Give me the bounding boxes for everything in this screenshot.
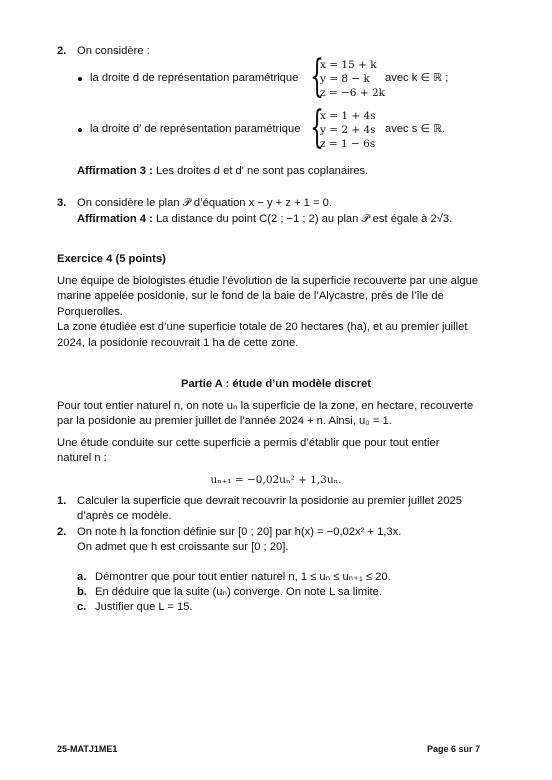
sub-question-letter: b.	[77, 586, 87, 598]
affirmation-4-text: La distance du point C(2 ; −1 ; 2) au plan 𝒫 est égale à 2√3.	[155, 213, 453, 225]
question-line: On note h la fonction définie sur [0 ; 20] par h(x) = −0,02x² + 1,3x.	[77, 526, 402, 538]
line-d-eq-x: x = 15 + k	[320, 59, 377, 71]
question-line: d’après ce modèle.	[77, 510, 172, 523]
affirmation-3-label: Affirmation 3 :	[77, 165, 153, 177]
part-a-title: Partie A : étude d’un modèle discret	[180, 378, 372, 390]
question-2-number: 2.	[57, 526, 67, 538]
affirmation-3-text: Les droites d et d′ ne sont pas coplanaires.	[155, 165, 369, 177]
paragraph-line: naturel n :	[57, 452, 107, 465]
question-2-text	[77, 525, 507, 556]
intro-line: Porquerolles.	[57, 305, 123, 318]
sub-question-text: En déduire que la suite (uₙ) converge. On note L sa limite.	[95, 586, 382, 598]
line-d-eq-z: z = −6 + 2k	[320, 87, 385, 99]
line-d-system	[320, 58, 385, 100]
part-a-paragraph-1	[57, 399, 507, 430]
footer-code: 25-MATJ1ME1	[57, 744, 118, 754]
exercise-4-title: Exercice 4 (5 points)	[57, 253, 166, 265]
paragraph-line: Une étude conduite sur cette superficie a permis d’établir que pour tout entier	[57, 437, 440, 449]
part-a-paragraph-2	[57, 436, 507, 467]
line-d-condition: avec k ∈ ℝ ;	[385, 72, 449, 84]
line-d-eq-y: y = 8 − k	[320, 73, 370, 85]
question-line: Calculer la superficie que devrait recouvrir la posidonie au premier juillet 2025	[77, 495, 462, 507]
affirmation-3	[77, 164, 368, 179]
intro-line: marine appelée posidonie, sur le fond de la baie de l’Alycastre, près de l’île de	[57, 290, 444, 303]
sub-question-letter: c.	[77, 601, 87, 613]
question-3-text: On considère le plan 𝒫 d’équation x − y + z + 1 = 0.	[77, 197, 332, 209]
affirmation-4	[77, 212, 452, 227]
brace-icon: {	[310, 51, 324, 102]
brace-icon: {	[310, 102, 324, 153]
paragraph-line: par la posidonie au premier juillet de l’année 2024 + n. Ainsi, u₀ = 1.	[57, 415, 392, 428]
exercise-4-intro	[57, 274, 507, 351]
bullet-icon	[78, 77, 82, 81]
line-dp-eq-y: y = 2 + 4s	[320, 124, 376, 136]
sub-questions	[77, 570, 507, 615]
sub-question-b	[77, 585, 507, 600]
sub-question-a	[77, 570, 507, 585]
line-dp-condition: avec s ∈ ℝ.	[385, 123, 446, 135]
sub-question-letter: a.	[77, 571, 87, 583]
line-dp-system	[320, 109, 376, 151]
footer-page-number: Page 6 sur 7	[426, 744, 480, 754]
question-2-number: 2.	[57, 45, 67, 57]
question-1-text	[77, 494, 507, 525]
line-dp-label: la droite d′ de représentation paramétrique	[90, 123, 301, 135]
question-1-number: 1.	[57, 495, 67, 507]
question-line: On admet que h est croissante sur [0 ; 20].	[77, 541, 289, 554]
intro-line: Une équipe de biologistes étudie l’évolution de la superficie recouverte par une algue	[57, 275, 479, 287]
line-d-label: la droite d de représentation paramétrique	[90, 72, 299, 84]
sub-question-text: Démontrer que pour tout entier naturel n, 1 ≤ uₙ ≤ uₙ₊₁ ≤ 20.	[95, 571, 391, 583]
line-dp-eq-x: x = 1 + 4s	[320, 110, 376, 122]
intro-line: 2024, la posidonie recouvrait 1 ha de cette zone.	[57, 336, 299, 349]
sub-question-c	[77, 600, 507, 615]
question-2-intro: On considère :	[77, 45, 150, 57]
line-dp-eq-z: z = 1 − 6s	[320, 138, 376, 150]
question-3-number: 3.	[57, 197, 67, 209]
recurrence-formula: uₙ₊₁ = −0,02uₙ² + 1,3uₙ.	[210, 474, 342, 486]
paragraph-line: Pour tout entier naturel n, on note uₙ la superficie de la zone, en hectare, recouverte	[57, 400, 474, 412]
intro-line: La zone étudiée est d’une superficie totale de 20 hectares (ha), et au premier juillet	[57, 321, 468, 334]
sub-question-text: Justifier que L = 15.	[95, 601, 193, 613]
affirmation-4-label: Affirmation 4 :	[77, 213, 153, 225]
bullet-icon	[78, 128, 82, 132]
